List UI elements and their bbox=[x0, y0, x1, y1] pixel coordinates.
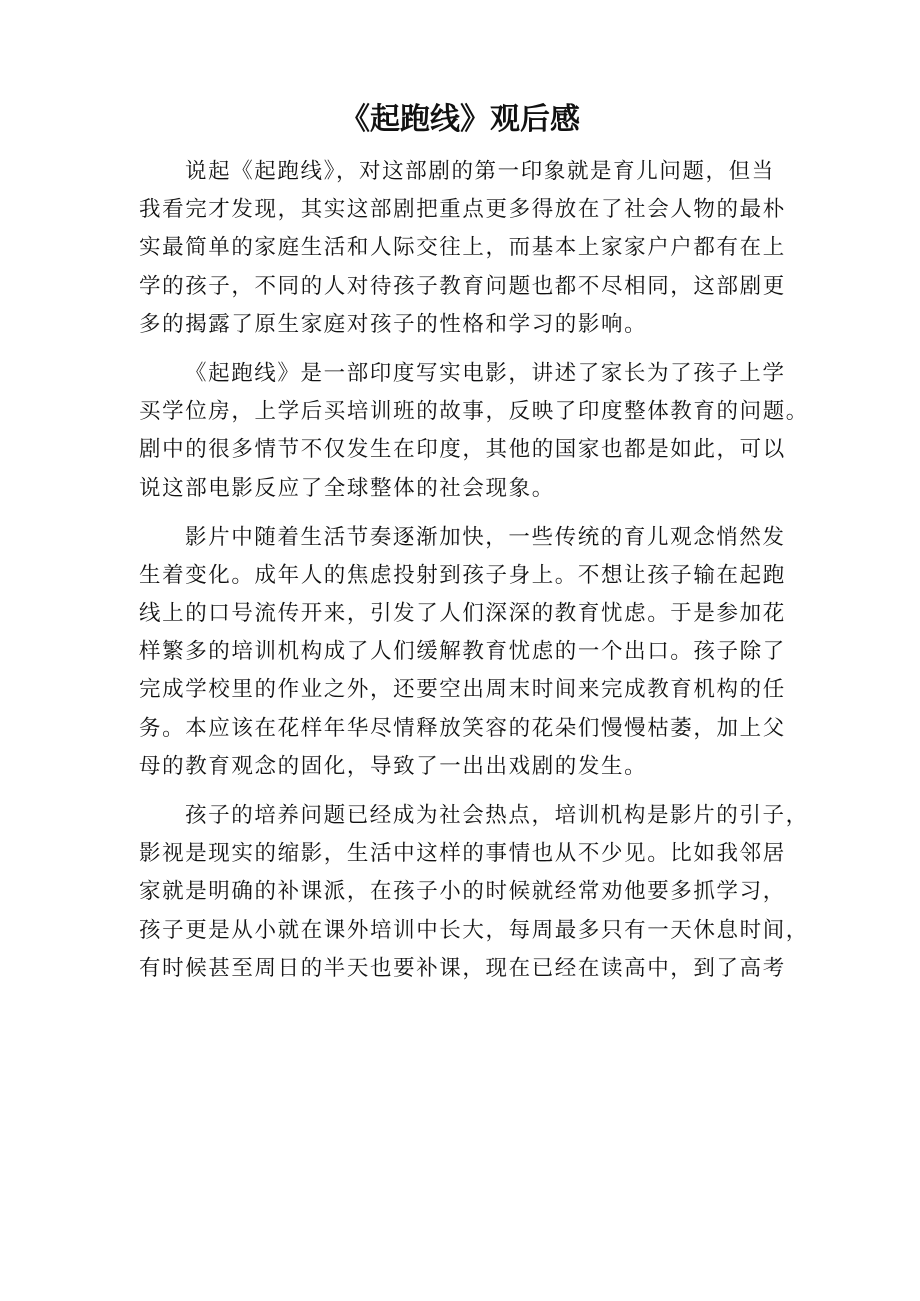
text-line: 务。本应该在花样年华尽情释放笑容的花朵们慢慢枯萎，加上父 bbox=[139, 715, 786, 741]
text-line: 影片中随着生活节奏逐渐加快，一些传统的育儿观念悄然发 bbox=[185, 524, 786, 550]
text-line: 说这部电影反应了全球整体的社会现象。 bbox=[139, 475, 555, 501]
text-line: 家就是明确的补课派，在孩子小的时候就经常劝他要多抓学习， bbox=[139, 879, 786, 905]
document-body bbox=[139, 153, 809, 999]
text-line: 样繁多的培训机构成了人们缓解教育忧虑的一个出口。孩子除了 bbox=[139, 639, 786, 665]
text-line: 有时候甚至周日的半天也要补课，现在已经在读高中，到了高考 bbox=[139, 955, 786, 981]
paragraph bbox=[139, 153, 787, 344]
paragraph bbox=[139, 355, 809, 508]
text-line: 学的孩子，不同的人对待孩子教育问题也都不尽相同，这部剧更 bbox=[139, 273, 786, 299]
paragraph bbox=[139, 519, 787, 786]
document-title: 《起跑线》观后感 bbox=[340, 102, 580, 137]
text-line: 买学位房，上学后买培训班的故事，反映了印度整体教育的问题。 bbox=[139, 399, 809, 425]
text-line: 我看完才发现，其实这部剧把重点更多得放在了社会人物的最朴 bbox=[139, 197, 786, 223]
text-line: 完成学校里的作业之外，还要空出周末时间来完成教育机构的任 bbox=[139, 677, 786, 703]
text-line: 孩子更是从小就在课外培训中长大，每周最多只有一天休息时间， bbox=[139, 917, 809, 943]
text-line: 母的教育观念的固化，导致了一出出戏剧的发生。 bbox=[139, 753, 648, 779]
text-line: 多的揭露了原生家庭对孩子的性格和学习的影响。 bbox=[139, 311, 648, 337]
text-line: 影视是现实的缩影，生活中这样的事情也从不少见。比如我邻居 bbox=[139, 841, 786, 867]
text-line: 孩子的培养问题已经成为社会热点，培训机构是影片的引子， bbox=[185, 803, 809, 828]
paragraph bbox=[139, 797, 809, 988]
text-line: 生着变化。成年人的焦虑投射到孩子身上。不想让孩子输在起跑 bbox=[139, 562, 786, 588]
text-line: 说起《起跑线》，对这部剧的第一印象就是育儿问题，但当 bbox=[185, 159, 775, 184]
text-line: 实最简单的家庭生活和人际交往上，而基本上家家户户都有在上 bbox=[139, 235, 786, 261]
text-line: 线上的口号流传开来，引发了人们深深的教育忧虑。于是参加花 bbox=[139, 601, 786, 627]
text-line: 剧中的很多情节不仅发生在印度，其他的国家也都是如此，可以 bbox=[139, 437, 786, 463]
text-line: 《起跑线》是一部印度写实电影，讲述了家长为了孩子上学 bbox=[185, 360, 786, 386]
